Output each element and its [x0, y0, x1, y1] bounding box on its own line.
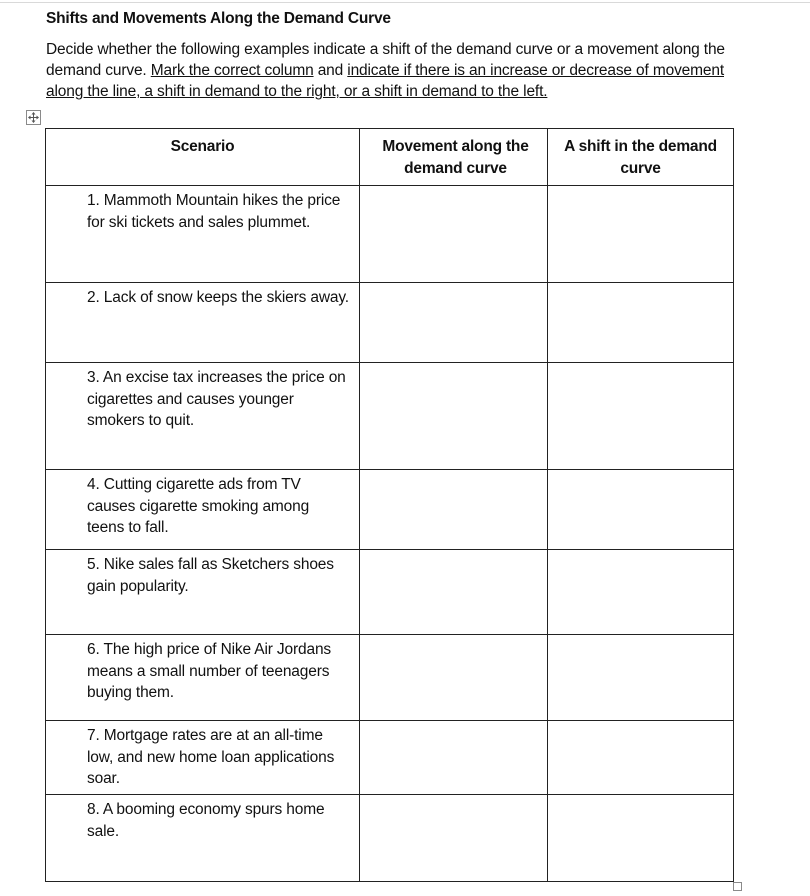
shift-cell[interactable] [548, 721, 734, 795]
instructions-underline-mark-column: Mark the correct column [150, 62, 314, 79]
table-resize-handle[interactable] [733, 882, 742, 891]
movement-cell[interactable] [360, 470, 548, 550]
table-row [46, 470, 734, 550]
table-row [46, 721, 734, 795]
header-movement: Movement along the demand curve [360, 129, 548, 186]
shift-cell[interactable] [548, 283, 734, 363]
movement-cell[interactable] [360, 635, 548, 721]
scenario-cell: 2. Lack of snow keeps the skiers away. [46, 283, 360, 363]
header-shift: A shift in the demand curve [548, 129, 734, 186]
table-row [46, 550, 734, 635]
scenario-cell: 4. Cutting cigarette ads from TV causes cigarette smoking among teens to fall. [46, 470, 360, 550]
movement-cell[interactable] [360, 186, 548, 283]
shift-cell[interactable] [548, 795, 734, 882]
scenario-cell: 5. Nike sales fall as Sketchers shoes gain popularity. [46, 550, 360, 635]
table-row [46, 363, 734, 470]
scenario-cell: 7. Mortgage rates are at an all-time low, and new home loan applications soar. [46, 721, 360, 795]
shift-cell[interactable] [548, 470, 734, 550]
instructions-underline-indicate-direction: indicate if there is an increase or decrease of movement along the line, a shift in demand to the right, or a shift in demand to the left. [46, 62, 724, 100]
table-row [46, 795, 734, 882]
table-row [46, 635, 734, 721]
page-top-rule [0, 2, 810, 3]
shift-cell[interactable] [548, 635, 734, 721]
table-row [46, 283, 734, 363]
table-move-handle[interactable] [26, 110, 41, 125]
table-header-row [46, 129, 734, 186]
demand-curve-table [45, 128, 734, 882]
scenario-cell: 6. The high price of Nike Air Jordans means a small number of teenagers buying them. [46, 635, 360, 721]
movement-cell[interactable] [360, 283, 548, 363]
movement-cell[interactable] [360, 550, 548, 635]
scenario-cell: 1. Mammoth Mountain hikes the price for ski tickets and sales plummet. [46, 186, 360, 283]
header-scenario: Scenario [46, 129, 360, 186]
instructions-text: Decide whether the following examples indicate a shift of the demand curve or a movement along the demand curve. [46, 41, 725, 79]
worksheet-title: Shifts and Movements Along the Demand Curve [46, 10, 391, 27]
scenario-cell: 3. An excise tax increases the price on cigarettes and causes younger smokers to quit. [46, 363, 360, 470]
shift-cell[interactable] [548, 550, 734, 635]
movement-cell[interactable] [360, 363, 548, 470]
instructions-paragraph [46, 39, 746, 102]
table-row [46, 186, 734, 283]
scenario-cell: 8. A booming economy spurs home sale. [46, 795, 360, 882]
shift-cell[interactable] [548, 186, 734, 283]
shift-cell[interactable] [548, 363, 734, 470]
instructions-joiner: and [313, 62, 348, 79]
movement-cell[interactable] [360, 795, 548, 882]
move-arrows-icon [28, 112, 39, 123]
movement-cell[interactable] [360, 721, 548, 795]
